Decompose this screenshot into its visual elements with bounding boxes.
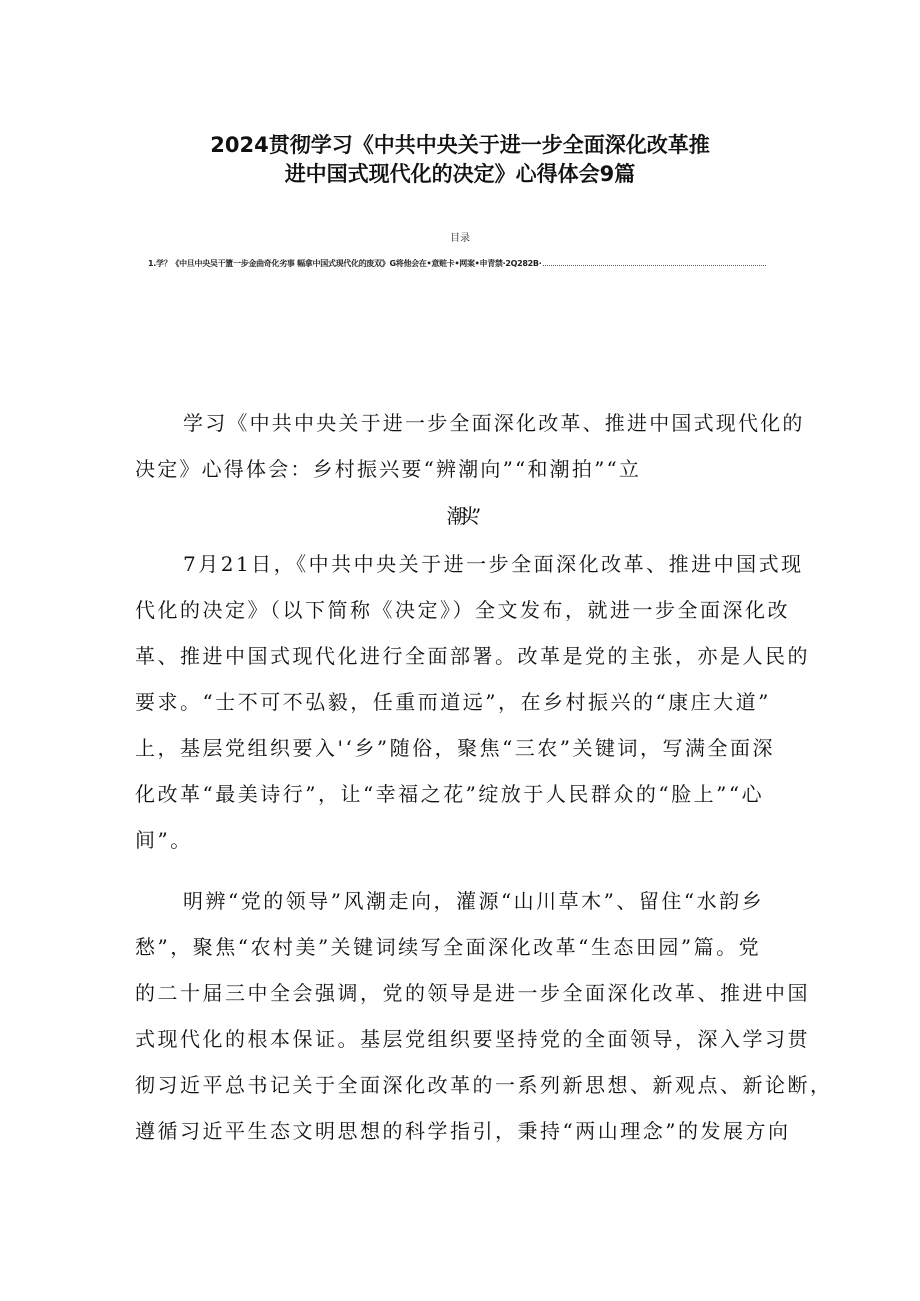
paragraph-2-line-3: 的二十届三中全会强调，党的领导是进一步全面深化改革、推进中国 (135, 981, 810, 1005)
section-heading-line-2: 决定》心得体会：乡村振兴要“辨潮向”“和潮拍”“立 (135, 457, 642, 481)
paragraph-2-line-4: 式现代化的根本保证。基层党组织要坚持党的全面领导，深入学习贯 (135, 1027, 810, 1051)
document-title-line-1: 2024贯彻学习《中共中央关于进一步全面深化改革推 (210, 133, 710, 157)
paragraph-2-line-2: 愁”，聚焦“农村美”关键词续写全面深化改革“生态田园”篇。党 (135, 935, 762, 959)
paragraph-1-line-1: 7月21日，《中共中央关于进一步全面深化改革、推进中国式现 (183, 552, 804, 576)
paragraph-2-line-5: 彻习近平总书记关于全面深化改革的一系列新思想、新观点、新论断， (135, 1073, 833, 1097)
toc-heading: 目录 (450, 233, 470, 244)
toc-leader-dots (543, 259, 766, 266)
paragraph-1-line-3: 革、推进中国式现代化进行全面部署。改革是党的主张，亦是人民的 (135, 644, 810, 668)
paragraph-1-line-7: 间”。 (135, 828, 193, 852)
toc-entry-1-text: 1.学？《中旦中央吴干簠一步金曲奇化劣事 幅拿中国式现代化的废双》G将他会在•意赃卡•网案•申青禁·2Q282B· (148, 259, 542, 268)
document-title-line-2: 进中国式现代化的决定》心得体会9篇 (284, 162, 636, 186)
paragraph-1-line-6: 化改革“最美诗行”，让“幸福之花”绽放于人民群众的“脸上”“心 (135, 782, 765, 806)
paragraph-2-line-6: 遵循习近平生态文明思想的科学指引，秉持“两山理念”的发展方向 (135, 1119, 791, 1143)
section-heading-line-3: 潮头” (446, 504, 474, 528)
paragraph-2-line-1: 明辨“党的领导”风潮走向，灌源“山川草木”、留住“水韵乡 (183, 889, 765, 913)
section-heading-line-1: 学习《中共中央关于进一步全面深化改革、推进中国式现代化的 (183, 411, 805, 435)
toc-entry-1[interactable] (148, 258, 766, 272)
paragraph-1-line-5: 上，基层党组织要入'‘乡”随俗，聚焦“三农”关键词，写满全面深 (135, 736, 776, 760)
paragraph-1-line-4: 要求。“士不可不弘毅，任重而道远”，在乡村振兴的“康庄大道” (135, 690, 771, 714)
paragraph-1-line-2: 代化的决定》（以下简称《决定》）全文发布，就进一步全面深化改 (135, 598, 790, 622)
